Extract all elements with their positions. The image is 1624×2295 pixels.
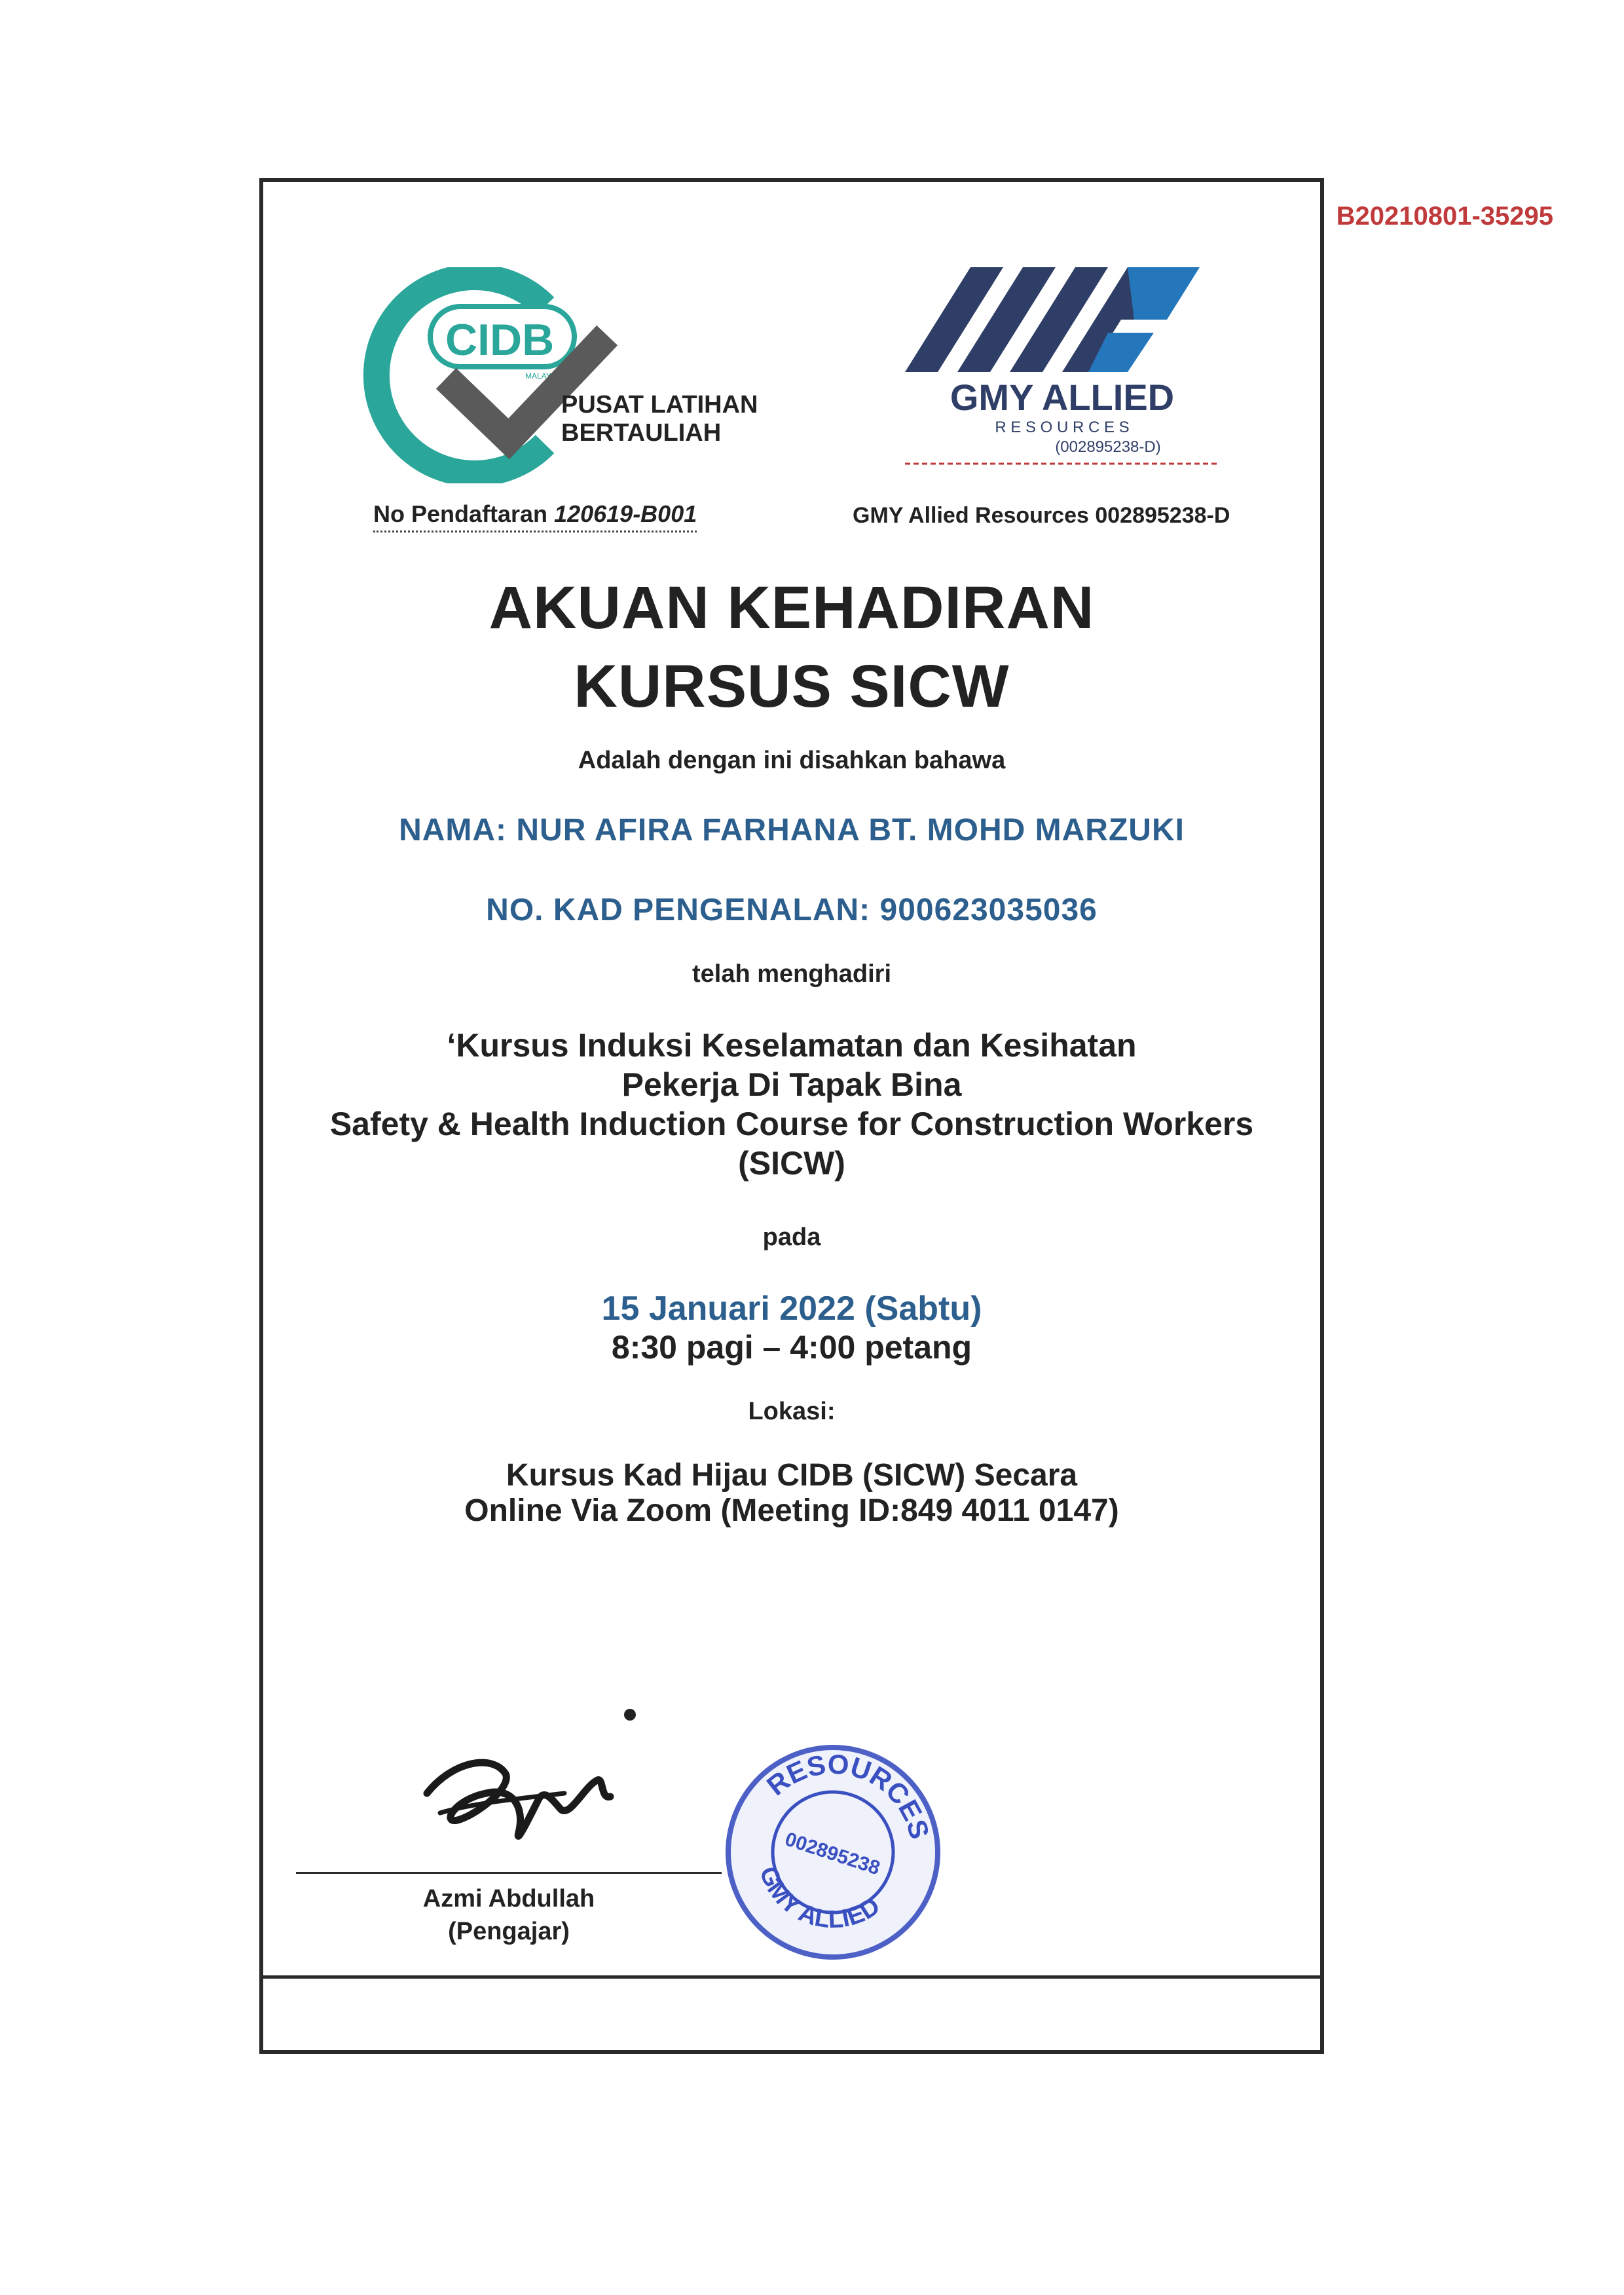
signature (414, 1689, 650, 1859)
certificate-code: B20210801-35295 (1336, 202, 1553, 231)
cidb-logo (348, 267, 820, 483)
stamp-top-text: RESOURCES (761, 1748, 936, 1842)
on-text: pada (762, 1223, 821, 1251)
gmy-company-line: GMY Allied Resources 002895238-D (853, 503, 1230, 528)
cidb-logo-text: CIDB (445, 315, 555, 365)
cidb-bertauliah: BERTAULIAH (561, 419, 722, 447)
gmy-logo-reg: (002895238-D) (1055, 438, 1161, 456)
course-line-1: ‘Kursus Induksi Keselamatan dan Kesihatan (447, 1027, 1137, 1064)
course-title (263, 1026, 1320, 1183)
signer (296, 1882, 722, 1948)
cidb-logo-subtext: MALAYSIA (525, 371, 564, 381)
location-text (263, 1458, 1320, 1529)
stamp-center-text: 002895238 (782, 1828, 883, 1880)
registration-value: 120619-B001 (554, 500, 697, 527)
cidb-logo-graphic (348, 267, 820, 483)
signature-line (296, 1872, 722, 1874)
location-line-2: Online Via Zoom (Meeting ID:849 4011 0147) (464, 1493, 1119, 1528)
gmy-logo-name: GMY ALLIED (950, 377, 1175, 418)
participant-name: NAMA: NUR AFIRA FARHANA BT. MOHD MARZUKI (399, 813, 1185, 848)
course-line-3: Safety & Health Induction Course for Construction Workers (329, 1106, 1254, 1142)
signature-graphic (414, 1689, 650, 1859)
company-stamp-graphic (722, 1741, 944, 1964)
company-stamp (722, 1741, 944, 1964)
gmy-allied-logo (892, 261, 1232, 477)
signer-role: (Pengajar) (448, 1918, 570, 1945)
frame-footer-line (263, 1975, 1320, 1979)
stamp-bottom-text: GMY ALLIED (754, 1863, 885, 1934)
signer-name: Azmi Abdullah (422, 1885, 595, 1912)
course-line-2: Pekerja Di Tapak Bina (621, 1066, 962, 1103)
intro-text: Adalah dengan ini disahkan bahawa (578, 747, 1006, 774)
course-date: 15 Januari 2022 (Sabtu) (601, 1290, 982, 1328)
title-line-1: AKUAN KEHADIRAN (489, 574, 1095, 641)
location-label: Lokasi: (748, 1398, 836, 1425)
registration-label: No Pendaftaran (373, 500, 548, 527)
title-line-2: KURSUS SICW (574, 653, 1010, 720)
gmy-logo-graphic (892, 261, 1232, 477)
registration-number (373, 500, 697, 532)
certificate-frame (259, 178, 1553, 2054)
course-line-4: (SICW) (738, 1145, 845, 1182)
cidb-pusat-latihan: PUSAT LATIHAN (561, 391, 758, 419)
gmy-logo-resources: R E S O U R C E S (995, 419, 1130, 436)
participant-ic: NO. KAD PENGENALAN: 900623035036 (486, 893, 1098, 927)
location-line-1: Kursus Kad Hijau CIDB (SICW) Secara (506, 1458, 1078, 1493)
course-time: 8:30 pagi – 4:00 petang (611, 1329, 972, 1366)
attended-text: telah menghadiri (692, 960, 892, 988)
